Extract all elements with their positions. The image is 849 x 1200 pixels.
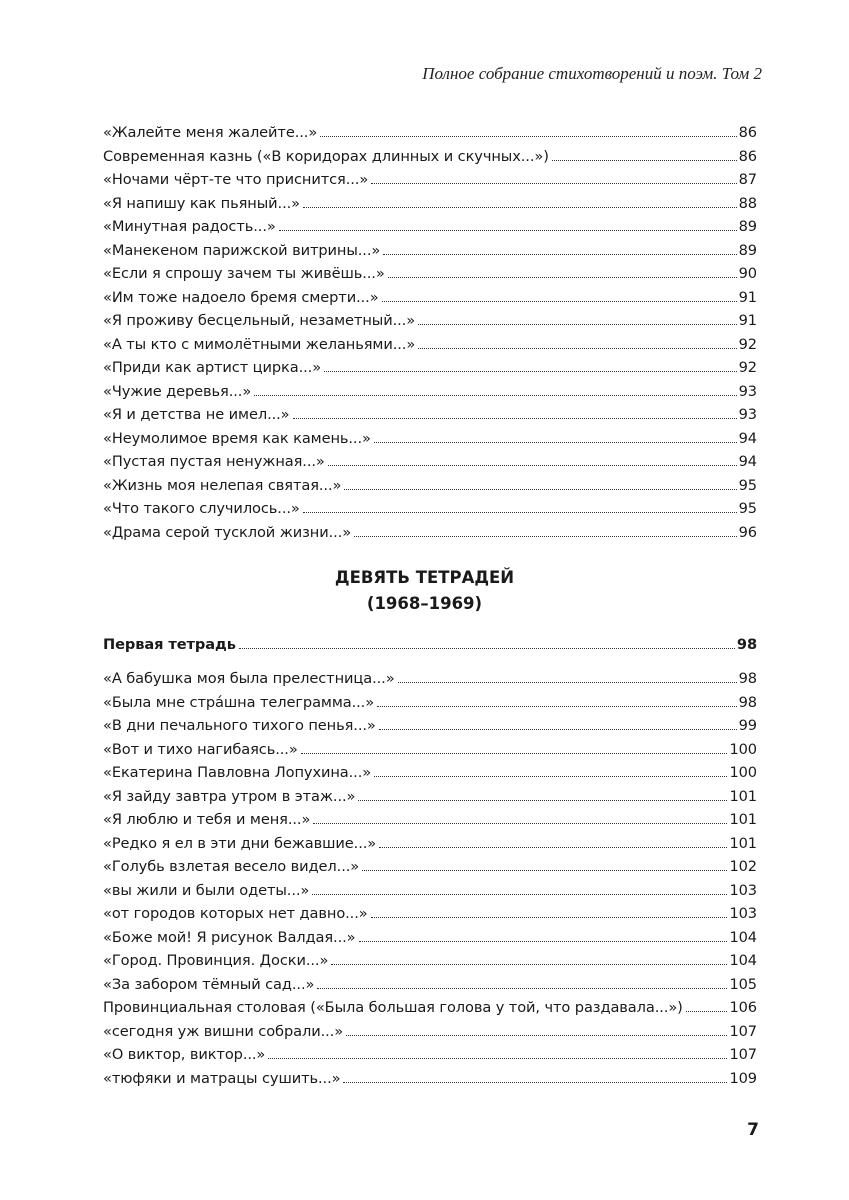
toc-entry[interactable] xyxy=(103,855,757,879)
dot-leader xyxy=(320,135,736,137)
dot-leader xyxy=(358,799,727,801)
toc-entry[interactable] xyxy=(103,521,757,545)
toc-entry-title: «Что такого случилось...» xyxy=(103,500,300,517)
toc-entry-page: 102 xyxy=(729,858,757,875)
toc-entry-title: «Я зайду завтра утром в этаж...» xyxy=(103,787,356,805)
toc-entry-page: 93 xyxy=(738,406,757,423)
dot-leader xyxy=(254,394,736,396)
toc-entry-title: Современная казнь («В коридорах длинных и скучных...») xyxy=(103,147,549,165)
toc-entry-page: 100 xyxy=(729,740,757,758)
toc-entry[interactable] xyxy=(103,497,757,521)
toc-entry[interactable] xyxy=(103,121,757,145)
toc-entry-title: «Я проживу бесцельный, незаметный...» xyxy=(103,312,416,329)
toc-entry[interactable] xyxy=(103,215,757,239)
toc-entry-title: «Я и детства не имел...» xyxy=(103,406,290,423)
toc-entry-page: 99 xyxy=(738,717,757,734)
toc-entry-title: «Голубь взлетая весело видел...» xyxy=(103,858,360,875)
toc-entry[interactable] xyxy=(103,145,757,169)
toc-entry-page: 95 xyxy=(738,500,757,517)
toc-entry-title: «Жалейте меня жалейте...» xyxy=(103,124,318,141)
dot-leader xyxy=(331,963,727,965)
toc-entry-title: «Если я спрошу зачем ты живёшь...» xyxy=(103,265,385,282)
dot-leader xyxy=(239,647,735,649)
toc-entry[interactable] xyxy=(103,1043,757,1067)
toc-entry-title: «Пустая пустая ненужная...» xyxy=(103,453,325,470)
toc-entry-page: 105 xyxy=(729,975,757,993)
section-title: ДЕВЯТЬ ТЕТРАДЕЙ xyxy=(334,568,515,587)
dot-leader xyxy=(362,869,727,871)
dot-leader xyxy=(686,1010,728,1012)
dot-leader xyxy=(379,846,727,848)
dot-leader xyxy=(313,822,727,824)
toc-entry-title: «Жизнь моя нелепая святая...» xyxy=(103,476,342,494)
dot-leader xyxy=(371,182,736,184)
toc-entry-title: «сегодня уж вишни собрали...» xyxy=(103,1022,344,1040)
toc-entry[interactable] xyxy=(103,973,757,997)
toc-entry[interactable] xyxy=(103,239,757,263)
dot-leader xyxy=(379,728,737,730)
dot-leader xyxy=(303,206,737,208)
toc-entry-page: 95 xyxy=(738,476,757,494)
toc-entry[interactable] xyxy=(103,691,757,715)
toc-entry[interactable] xyxy=(103,808,757,832)
toc-entry-page: 91 xyxy=(738,312,757,329)
dot-leader xyxy=(301,752,728,754)
toc-entry-title: «А ты кто с мимолётными желаньями...» xyxy=(103,335,416,353)
toc-entry-title: «Драма серой тусклой жизни...» xyxy=(103,523,352,541)
dot-leader xyxy=(343,1081,727,1083)
toc-entry-page: 101 xyxy=(729,787,757,805)
toc-entry[interactable] xyxy=(103,450,757,474)
toc-entry[interactable] xyxy=(103,333,757,357)
dot-leader xyxy=(382,300,737,302)
dot-leader xyxy=(312,893,727,895)
toc-entry-title: «За забором тёмный сад...» xyxy=(103,975,315,993)
toc-entry-page: 98 xyxy=(738,670,757,687)
toc-entry-title: «от городов которых нет давно...» xyxy=(103,905,368,922)
toc-entry-page: 88 xyxy=(738,194,757,212)
dot-leader xyxy=(388,276,737,278)
toc-entry-title: «Вот и тихо нагибаясь...» xyxy=(103,740,298,758)
dot-leader xyxy=(383,253,736,255)
dot-leader xyxy=(418,323,737,325)
toc-entry-page: 101 xyxy=(729,811,757,828)
dot-leader xyxy=(328,464,737,466)
toc-entry-page: 103 xyxy=(729,905,757,922)
dot-leader xyxy=(371,916,728,918)
toc-entry[interactable] xyxy=(103,356,757,380)
toc-entry-title: «Город. Провинция. Доски...» xyxy=(103,952,329,969)
toc-entry-title: «А бабушка моя была прелестница...» xyxy=(103,670,395,687)
toc-entry-title: «Минутная радость...» xyxy=(103,218,276,235)
toc-entry-page: 89 xyxy=(738,241,757,259)
dot-leader xyxy=(279,229,737,231)
dot-leader xyxy=(324,370,737,372)
toc-entry-title: «В дни печального тихого пенья...» xyxy=(103,717,376,734)
toc-entry-page: 87 xyxy=(738,171,757,188)
toc-entry-page: 90 xyxy=(738,265,757,282)
toc-entry[interactable] xyxy=(103,832,757,856)
toc-list-part2 xyxy=(103,667,757,1090)
toc-entry-page: 103 xyxy=(729,881,757,899)
toc-entry[interactable] xyxy=(103,949,757,973)
toc-entry-page: 94 xyxy=(738,429,757,447)
toc-entry[interactable] xyxy=(103,427,757,451)
dot-leader xyxy=(354,535,737,537)
running-header: Полное собрание стихотворений и поэм. Том 2 xyxy=(422,64,762,83)
toc-entry[interactable] xyxy=(103,738,757,762)
toc-entry-title: «Я люблю и тебя и меня...» xyxy=(103,811,311,828)
toc-entry-title: «Екатерина Павловна Лопухина...» xyxy=(103,764,372,781)
toc-entry-title: «О виктор, виктор...» xyxy=(103,1046,266,1063)
toc-entry-title: «Боже мой! Я рисунок Валдая...» xyxy=(103,928,356,946)
toc-entry-title: Провинциальная столовая («Была большая голова у той, что раздавала...») xyxy=(103,999,683,1016)
section-heading xyxy=(0,565,849,617)
toc-entry-page: 104 xyxy=(729,952,757,969)
toc-entry[interactable] xyxy=(103,474,757,498)
dot-leader xyxy=(398,681,737,683)
section-years: (1968–1969) xyxy=(366,594,483,613)
toc-entry-title: «Неумолимое время как камень...» xyxy=(103,429,371,447)
toc-entry[interactable] xyxy=(103,286,757,310)
toc-entry[interactable] xyxy=(103,168,757,192)
toc-entry[interactable] xyxy=(103,996,757,1020)
toc-subsection-row[interactable] xyxy=(103,633,757,657)
toc-entry[interactable] xyxy=(103,714,757,738)
dot-leader xyxy=(374,775,727,777)
dot-leader xyxy=(346,1034,727,1036)
dot-leader xyxy=(552,159,737,161)
toc-entry[interactable] xyxy=(103,761,757,785)
dot-leader xyxy=(377,705,737,707)
toc-entry-title: «вы жили и были одеты...» xyxy=(103,881,310,899)
toc-entry-page: 106 xyxy=(729,999,757,1016)
toc-entry-title: «Манекеном парижской витрины...» xyxy=(103,241,381,259)
toc-entry-title: Первая тетрадь xyxy=(103,636,236,653)
toc-entry[interactable] xyxy=(103,926,757,950)
toc-entry-page: 101 xyxy=(729,834,757,852)
toc-entry[interactable] xyxy=(103,262,757,286)
toc-entry-page: 86 xyxy=(738,147,757,165)
dot-leader xyxy=(374,441,737,443)
toc-entry[interactable] xyxy=(103,403,757,427)
dot-leader xyxy=(359,940,728,942)
toc-entry-page: 92 xyxy=(738,335,757,353)
dot-leader xyxy=(303,511,737,513)
toc-entry-title: «Чужие деревья...» xyxy=(103,382,252,400)
dot-leader xyxy=(317,987,727,989)
toc-entry[interactable] xyxy=(103,785,757,809)
toc-entry-title: «Редко я ел в эти дни бежавшие...» xyxy=(103,834,377,852)
toc-entry-page: 96 xyxy=(738,523,757,541)
toc-entry-page: 89 xyxy=(738,218,757,235)
toc-entry[interactable] xyxy=(103,902,757,926)
toc-entry[interactable] xyxy=(103,1067,757,1091)
toc-subsection xyxy=(103,633,757,657)
toc-entry[interactable] xyxy=(103,879,757,903)
toc-entry-title: «Я напишу как пьяный...» xyxy=(103,194,300,212)
toc-entry-title: «Приди как артист цирка...» xyxy=(103,359,322,376)
toc-entry-title: «тюфяки и матрацы сушить...» xyxy=(103,1069,341,1087)
dot-leader xyxy=(268,1057,727,1059)
toc-entry-page: 109 xyxy=(729,1069,757,1087)
toc-entry[interactable] xyxy=(103,192,757,216)
page-number: 7 xyxy=(747,1120,759,1140)
toc-entry-page: 107 xyxy=(729,1046,757,1063)
toc-entry-title: «Была мне стрáшна телеграмма...» xyxy=(103,693,375,711)
toc-entry[interactable] xyxy=(103,1020,757,1044)
toc-entry[interactable] xyxy=(103,380,757,404)
toc-entry-page: 92 xyxy=(738,359,757,376)
toc-entry-page: 107 xyxy=(729,1022,757,1040)
toc-entry-page: 98 xyxy=(738,693,757,711)
toc-list-part1 xyxy=(103,121,757,544)
dot-leader xyxy=(418,347,736,349)
toc-entry[interactable] xyxy=(103,667,757,691)
dot-leader xyxy=(344,488,736,490)
toc-entry-title: «Ночами чёрт-те что приснится...» xyxy=(103,171,369,188)
dot-leader xyxy=(293,417,737,419)
toc-entry-page: 86 xyxy=(738,124,757,141)
toc-entry-page: 98 xyxy=(736,636,757,653)
toc-entry-page: 104 xyxy=(729,928,757,946)
toc-entry[interactable] xyxy=(103,309,757,333)
toc-entry-page: 91 xyxy=(738,288,757,306)
toc-entry-title: «Им тоже надоело бремя смерти...» xyxy=(103,288,379,306)
toc-entry-page: 93 xyxy=(738,382,757,400)
toc-entry-page: 94 xyxy=(738,453,757,470)
toc-entry-page: 100 xyxy=(729,764,757,781)
